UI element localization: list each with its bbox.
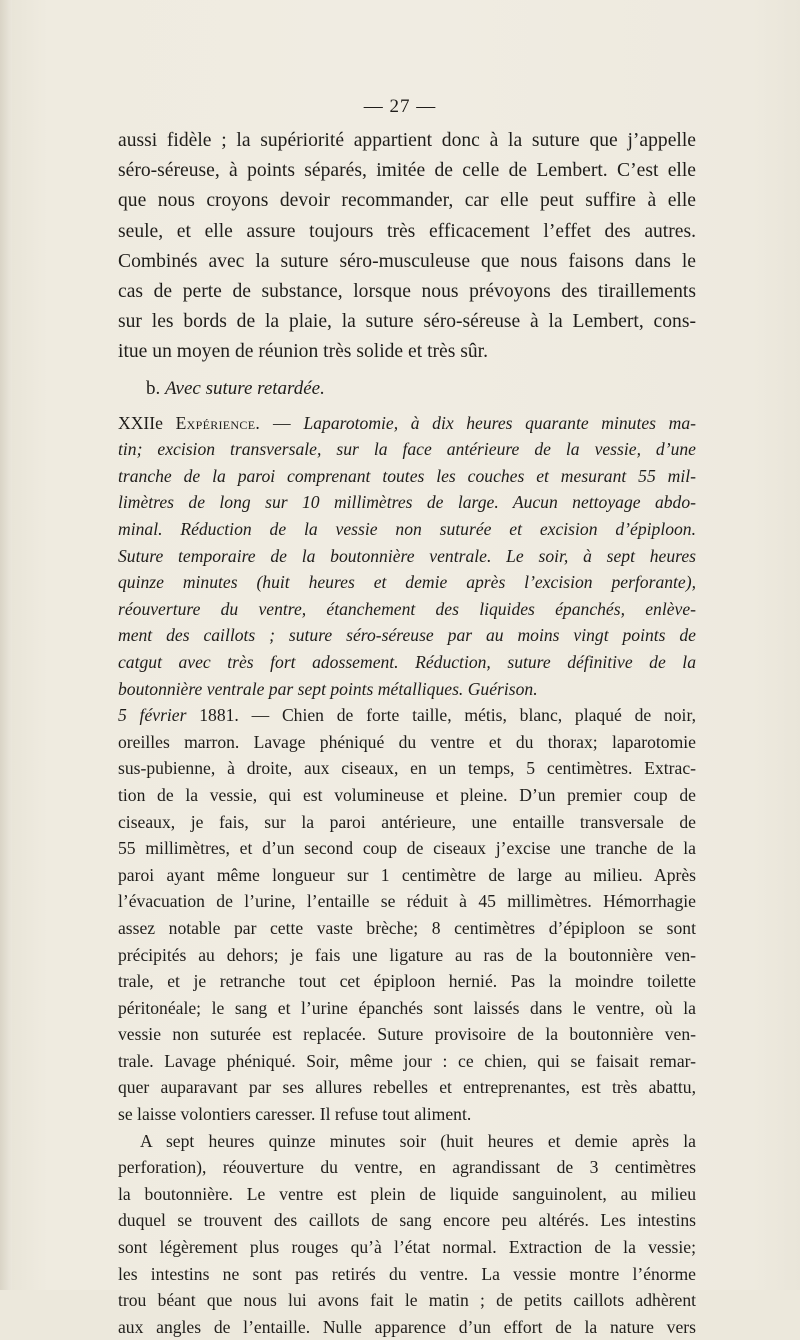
text-line: seule, et elle assure toujours très efficacement l’effet des autres.: [118, 220, 696, 242]
text-line: boutonnière ventrale par sept points métalliques. Guérison.: [118, 678, 538, 699]
text-line: limètres de long sur 10 millimètres de large. Aucun nettoyage abdo-: [118, 492, 696, 513]
text-line: sus-pubienne, à droite, aux ciseaux, en un temps, 5 centimètres. Extrac-: [118, 758, 696, 779]
text-line: sont légèrement plus rouges qu’à l’état normal. Extraction de la vessie;: [118, 1237, 696, 1258]
text-line: quinze minutes (huit heures et demie après l’excision perforante),: [118, 572, 696, 593]
text-line: péritonéale; le sang et l’urine épanchés sont laissés dans le ventre, où la: [118, 997, 696, 1018]
text-line: la boutonnière. Le ventre est plein de liquide sanguinolent, au milieu: [118, 1183, 696, 1204]
page-content: [118, 126, 696, 1340]
narrative-first-line: [118, 702, 696, 729]
text-line: catgut avec très fort adossement. Réduction, suture définitive de la: [118, 651, 696, 672]
text-line: Combinés avec la suture séro-musculeuse que nous faisons dans le: [118, 250, 696, 272]
experiment-summary: [118, 410, 696, 703]
text-line: précipités au dehors; je fais une ligature au ras de la boutonnière ven-: [118, 944, 696, 965]
text-line: ciseaux, je fais, sur la paroi antérieure, une entaille transversale de: [118, 811, 696, 832]
text-line: paroi ayant même longueur sur 1 centimètre de large au milieu. Après: [118, 864, 696, 885]
subheading-prefix: b.: [146, 377, 161, 399]
text-line: séro-séreuse, à points séparés, imitée de celle de Lembert. C’est elle: [118, 160, 696, 182]
text-line: assez notable par cette vaste brèche; 8 centimètres d’épiploon se sont: [118, 917, 696, 938]
section-subheading: [118, 374, 696, 404]
text-line: perforation), réouverture du ventre, en agrandissant de 3 centimètres: [118, 1157, 696, 1178]
text-line: cas de perte de substance, lorsque nous prévoyons des tiraillements: [118, 281, 696, 303]
text-line: Laparotomie, à dix heures quarante minutes ma-: [303, 412, 696, 433]
narrative-paragraph-1: [118, 702, 696, 1128]
subheading-title: Avec suture retardée.: [165, 377, 325, 399]
text-line: itue un moyen de réunion très solide et très sûr.: [118, 341, 489, 363]
page-gutter: [0, 0, 12, 1290]
text-line: tion de la vessie, qui est volumineuse et pleine. D’un premier coup de: [118, 784, 696, 805]
text-line: les intestins ne sont pas retirés du ventre. La vessie montre l’énorme: [118, 1263, 696, 1284]
text-line: ment des caillots ; suture séro-séreuse par au moins vingt points de: [118, 625, 696, 646]
text-line: l’évacuation de l’urine, l’entaille se réduit à 45 millimètres. Hémorrhagie: [118, 891, 696, 912]
text-line: tranche de la paroi comprenant toutes les couches et mesurant 55 mil-: [118, 465, 696, 486]
text-line: 55 millimètres, et d’un second coup de ciseaux j’excise une tranche de la: [118, 838, 696, 859]
text-line: trou béant que nous lui avons fait le matin ; de petits caillots adhèrent: [118, 1290, 696, 1311]
text-line: réouverture du ventre, étanchement des liquides épanchés, enlève-: [118, 598, 696, 619]
text-line: trale, et je retranche tout cet épiploon hernié. Pas la moindre toilette: [118, 971, 696, 992]
text-line: se laisse volontiers caresser. Il refuse tout aliment.: [118, 1104, 472, 1125]
text-line: vessie non suturée est replacée. Suture provisoire de la boutonnière ven-: [118, 1024, 696, 1045]
intro-paragraph: [118, 126, 696, 368]
text-line: A sept heures quinze minutes soir (huit heures et demie après la: [140, 1130, 696, 1151]
text-line: sur les bords de la plaie, la suture séro-séreuse à la Lembert, cons-: [118, 311, 696, 333]
text-line: quer auparavant par ses allures rebelles et entreprenantes, est très abattu,: [118, 1077, 696, 1098]
experiment-first-line: [118, 410, 696, 437]
narrative-paragraph-2: [118, 1128, 696, 1340]
text-line: minal. Réduction de la vessie non suturée et excision d’épiploon.: [118, 519, 696, 539]
date: 5 février: [118, 705, 187, 726]
text-line: trale. Lavage phéniqué. Soir, même jour : ce chien, qui se faisait remar-: [118, 1050, 696, 1071]
text-line: tin; excision transversale, sur la face antérieure de la vessie, d’une: [118, 439, 696, 460]
experiment-number: XXIIe: [118, 412, 163, 433]
text-line: aux angles de l’entaille. Nulle apparence d’un effort de la nature vers: [118, 1316, 696, 1337]
text-line: 1881. — Chien de forte taille, métis, blanc, plaqué de noir,: [199, 705, 696, 726]
experiment-label: Expérience. —: [175, 412, 291, 433]
text-line: Suture temporaire de la boutonnière ventrale. Le soir, à sept heures: [118, 545, 696, 566]
page-number: — 27 —: [363, 96, 437, 117]
text-line: aussi fidèle ; la supériorité appartient donc à la suture que j’appelle: [118, 130, 696, 151]
text-line: duquel se trouvent des caillots de sang encore peu altérés. Les intestins: [118, 1210, 696, 1231]
text-line: oreilles marron. Lavage phéniqué du ventre et du thorax; laparotomie: [118, 731, 696, 752]
text-line: que nous croyons devoir recommander, car elle peut suffire à elle: [118, 190, 696, 212]
